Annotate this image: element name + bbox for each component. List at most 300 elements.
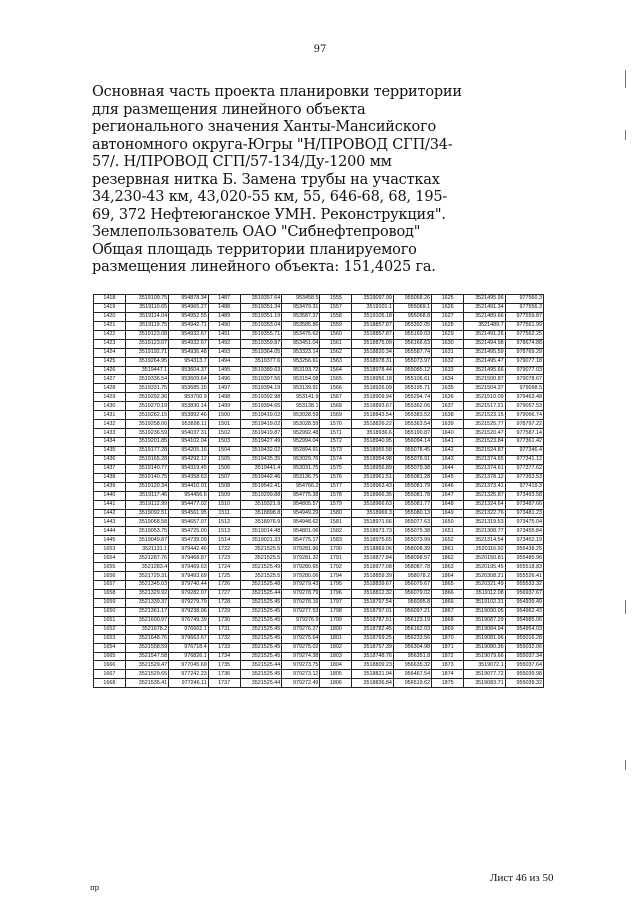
x-coordinate-cell: 3520308.21 bbox=[464, 572, 506, 581]
x-coordinate-cell: 3521648.76 bbox=[125, 634, 168, 643]
x-coordinate-cell: 3519177.28 bbox=[125, 446, 168, 455]
x-coordinate-cell: 3519359.87 bbox=[240, 339, 282, 348]
point-number-cell: 1632 bbox=[432, 357, 464, 366]
y-coordinate-cell: 958098.57 bbox=[393, 554, 431, 563]
point-number-cell: 1573 bbox=[320, 446, 352, 455]
point-number-cell: 1866 bbox=[432, 598, 464, 607]
y-coordinate-cell: 953685.15 bbox=[169, 384, 209, 393]
x-coordinate-cell: 3519123.08 bbox=[125, 330, 168, 339]
y-coordinate-cell: 953892.46 bbox=[169, 411, 209, 420]
y-coordinate-cell: 955362.06 bbox=[393, 402, 431, 411]
point-number-cell: 1723 bbox=[208, 554, 240, 563]
y-coordinate-cell: 955075.38 bbox=[393, 527, 431, 536]
y-coordinate-cell: 977045.69 bbox=[169, 661, 209, 670]
point-number-cell: 1735 bbox=[208, 661, 240, 670]
point-number-cell: 1574 bbox=[320, 455, 352, 464]
point-number-cell: 1567 bbox=[320, 393, 352, 402]
y-coordinate-cell: 955073.97 bbox=[393, 357, 431, 366]
y-coordinate-cell: 954801.06 bbox=[282, 527, 320, 536]
x-coordinate-cell: 3518909.94 bbox=[352, 393, 394, 402]
point-number-cell: 1654 bbox=[94, 643, 126, 652]
y-coordinate-cell: 955078.45 bbox=[393, 446, 431, 455]
table-row bbox=[94, 321, 544, 330]
x-coordinate-cell: 3518969.3 bbox=[352, 509, 394, 518]
x-coordinate-cell: 3521525.45 bbox=[240, 634, 282, 643]
y-coordinate-cell: 954962.43 bbox=[505, 607, 543, 616]
point-number-cell: 1499 bbox=[208, 402, 240, 411]
point-number-cell: 1501 bbox=[208, 420, 240, 429]
point-number-cell: 1440 bbox=[94, 491, 126, 500]
point-number-cell: 1732 bbox=[208, 634, 240, 643]
point-number-cell: 1631 bbox=[432, 348, 464, 357]
y-coordinate-cell: 955016.28 bbox=[505, 634, 543, 643]
y-coordinate-cell: 979442.46 bbox=[169, 545, 209, 554]
table-row bbox=[94, 500, 544, 509]
point-number-cell: 1500 bbox=[208, 411, 240, 420]
point-number-cell: 1666 bbox=[94, 661, 126, 670]
y-coordinate-cell: 956166.63 bbox=[393, 339, 431, 348]
y-coordinate-cell: 954477.02 bbox=[169, 500, 209, 509]
x-coordinate-cell: 3519014.48 bbox=[240, 527, 282, 536]
y-coordinate-cell: 977559.87 bbox=[505, 312, 543, 321]
point-number-cell: 1565 bbox=[320, 375, 352, 384]
point-number-cell: 1506 bbox=[208, 464, 240, 473]
point-number-cell: 1656 bbox=[94, 572, 126, 581]
x-coordinate-cell: 3521319.53 bbox=[464, 518, 506, 527]
y-coordinate-cell: 955438.25 bbox=[505, 545, 543, 554]
x-coordinate-cell: 3521374.61 bbox=[464, 464, 506, 473]
point-number-cell: 1427 bbox=[94, 375, 126, 384]
y-coordinate-cell: 953475.62 bbox=[282, 330, 320, 339]
table-row bbox=[94, 402, 544, 411]
x-coordinate-cell: 3519201.85 bbox=[125, 438, 168, 447]
point-number-cell: 1650 bbox=[94, 607, 126, 616]
y-coordinate-cell: 979280.65 bbox=[282, 563, 320, 572]
x-coordinate-cell: 3519377.6 bbox=[240, 357, 282, 366]
y-coordinate-cell: 977561.99 bbox=[505, 321, 543, 330]
y-coordinate-cell: 973493.58 bbox=[505, 491, 543, 500]
y-coordinate-cell: 979238.96 bbox=[169, 607, 209, 616]
y-coordinate-cell: 979281.32 bbox=[282, 554, 320, 563]
table-row bbox=[94, 375, 544, 384]
x-coordinate-cell: 3518812.32 bbox=[352, 589, 394, 598]
y-coordinate-cell: 954952.55 bbox=[169, 312, 209, 321]
x-coordinate-cell: 3519112.08 bbox=[464, 589, 506, 598]
y-coordinate-cell: 955169.03 bbox=[393, 330, 431, 339]
point-number-cell: 1439 bbox=[94, 482, 126, 491]
x-coordinate-cell: 3521283.4 bbox=[125, 563, 168, 572]
y-coordinate-cell: 955039.32 bbox=[505, 679, 543, 688]
x-coordinate-cell: 3518955.58 bbox=[352, 446, 394, 455]
y-coordinate-cell: 977556.3 bbox=[505, 303, 543, 312]
point-number-cell: 1580 bbox=[320, 509, 352, 518]
table-row bbox=[94, 652, 544, 661]
x-coordinate-cell: 3519097.99 bbox=[352, 295, 394, 304]
y-coordinate-cell: 955037.34 bbox=[505, 652, 543, 661]
x-coordinate-cell: 3518976.9 bbox=[240, 518, 282, 527]
x-coordinate-cell: 3518893.67 bbox=[352, 402, 394, 411]
y-coordinate-cell: 952894.91 bbox=[282, 446, 320, 455]
x-coordinate-cell: 3519053.75 bbox=[125, 527, 168, 536]
point-number-cell: 1433 bbox=[94, 429, 126, 438]
y-coordinate-cell: 973452.19 bbox=[505, 536, 543, 545]
table-row bbox=[94, 411, 544, 420]
y-coordinate-cell: 955106.61 bbox=[393, 375, 431, 384]
y-coordinate-cell: 954766.2 bbox=[282, 482, 320, 491]
point-number-cell: 1651 bbox=[432, 527, 464, 536]
y-coordinate-cell: 979663.67 bbox=[169, 634, 209, 643]
y-coordinate-cell: 956079.02 bbox=[393, 589, 431, 598]
x-coordinate-cell: 3521523.84 bbox=[464, 438, 506, 447]
y-coordinate-cell: 954932.67 bbox=[169, 339, 209, 348]
y-coordinate-cell: 954102.04 bbox=[169, 438, 209, 447]
y-coordinate-cell: 953898.11 bbox=[169, 420, 209, 429]
point-number-cell: 1806 bbox=[320, 679, 352, 688]
point-number-cell: 1568 bbox=[320, 402, 352, 411]
point-number-cell: 1648 bbox=[432, 500, 464, 509]
x-coordinate-cell: 3519080.36 bbox=[464, 643, 506, 652]
point-number-cell: 1657 bbox=[94, 581, 126, 590]
y-coordinate-cell: 954878.34 bbox=[169, 295, 209, 304]
point-number-cell: 1513 bbox=[208, 527, 240, 536]
y-coordinate-cell: 979278.79 bbox=[282, 589, 320, 598]
point-number-cell: 1650 bbox=[432, 518, 464, 527]
point-number-cell: 1495 bbox=[208, 366, 240, 375]
y-coordinate-cell: 979273.12 bbox=[282, 670, 320, 679]
x-coordinate-cell: 3521329.92 bbox=[125, 589, 168, 598]
x-coordinate-cell: 3519442.46 bbox=[240, 473, 282, 482]
x-coordinate-cell: 3518966.35 bbox=[352, 491, 394, 500]
y-coordinate-cell: 955078.91 bbox=[393, 455, 431, 464]
table-row bbox=[94, 482, 544, 491]
point-number-cell: 1442 bbox=[94, 509, 126, 518]
point-number-cell: 1582 bbox=[320, 527, 352, 536]
point-number-cell: 1441 bbox=[94, 500, 126, 509]
point-number-cell: 1432 bbox=[94, 420, 126, 429]
y-coordinate-cell: 955081.78 bbox=[393, 491, 431, 500]
x-coordinate-cell: 3518898.8 bbox=[240, 509, 282, 518]
y-coordinate-cell: 977562.25 bbox=[505, 330, 543, 339]
x-coordinate-cell: 3521525.44 bbox=[240, 661, 282, 670]
point-number-cell: 1733 bbox=[208, 643, 240, 652]
point-number-cell: 1434 bbox=[94, 438, 126, 447]
point-number-cell: 1422 bbox=[94, 330, 126, 339]
point-number-cell: 1560 bbox=[320, 330, 352, 339]
point-number-cell: 1643 bbox=[432, 455, 464, 464]
table-row bbox=[94, 625, 544, 634]
x-coordinate-cell: 3521525.45 bbox=[240, 670, 282, 679]
y-coordinate-cell: 954410.01 bbox=[169, 482, 209, 491]
x-coordinate-cell: 3519435.35 bbox=[240, 455, 282, 464]
point-number-cell: 1866 bbox=[432, 589, 464, 598]
y-coordinate-cell: 954985.06 bbox=[505, 616, 543, 625]
y-coordinate-cell: 979275.64 bbox=[282, 634, 320, 643]
y-coordinate-cell: 953256.61 bbox=[282, 357, 320, 366]
point-number-cell: 1730 bbox=[208, 616, 240, 625]
y-coordinate-cell: 954939.49 bbox=[505, 598, 543, 607]
y-coordinate-cell: 977242.23 bbox=[169, 670, 209, 679]
y-coordinate-cell: 977246.11 bbox=[169, 679, 209, 688]
point-number-cell: 1870 bbox=[432, 634, 464, 643]
point-number-cell: 1799 bbox=[320, 616, 352, 625]
x-coordinate-cell: 3519258.00 bbox=[125, 420, 168, 429]
point-number-cell: 1492 bbox=[208, 339, 240, 348]
corner-mark: пр bbox=[90, 884, 100, 892]
point-number-cell: 1627 bbox=[432, 312, 464, 321]
y-coordinate-cell: 953028.59 bbox=[282, 411, 320, 420]
x-coordinate-cell: 3521491.34 bbox=[464, 303, 506, 312]
y-coordinate-cell: 955079.38 bbox=[393, 464, 431, 473]
point-number-cell: 1555 bbox=[320, 295, 352, 304]
point-number-cell: 1863 bbox=[432, 563, 464, 572]
table-row bbox=[94, 509, 544, 518]
y-coordinate-cell: 979279.43 bbox=[282, 581, 320, 590]
table-row bbox=[94, 554, 544, 563]
table-row bbox=[94, 429, 544, 438]
title-line: Основная часть проекта планировки территории bbox=[92, 84, 462, 100]
point-number-cell: 1510 bbox=[208, 500, 240, 509]
y-coordinate-cell: 979077.03 bbox=[505, 366, 543, 375]
point-number-cell: 1728 bbox=[208, 598, 240, 607]
title-line: размещения линейного объекта: 151,4025 га. bbox=[92, 259, 436, 275]
x-coordinate-cell: 3519321.9 bbox=[240, 500, 282, 509]
x-coordinate-cell: 3519270.19 bbox=[125, 402, 168, 411]
y-coordinate-cell: 956233.56 bbox=[393, 634, 431, 643]
x-coordinate-cell: 3519090.05 bbox=[464, 607, 506, 616]
y-coordinate-cell: 953323.14 bbox=[282, 348, 320, 357]
y-coordinate-cell: 954739.09 bbox=[169, 536, 209, 545]
y-coordinate-cell: 955069.1 bbox=[393, 303, 431, 312]
table-row bbox=[94, 473, 544, 482]
point-number-cell: 1564 bbox=[320, 366, 352, 375]
x-coordinate-cell: 3518977.08 bbox=[352, 563, 394, 572]
table-row bbox=[94, 598, 544, 607]
point-number-cell: 1494 bbox=[208, 357, 240, 366]
document-title bbox=[92, 84, 462, 277]
point-number-cell: 1667 bbox=[94, 670, 126, 679]
y-coordinate-cell: 954942.71 bbox=[169, 321, 209, 330]
point-number-cell: 1503 bbox=[208, 438, 240, 447]
x-coordinate-cell: 3519101.1 bbox=[352, 303, 394, 312]
x-coordinate-cell: 3518857.87 bbox=[352, 330, 394, 339]
y-coordinate-cell: 953585.86 bbox=[282, 321, 320, 330]
x-coordinate-cell: 3521287.76 bbox=[125, 554, 168, 563]
table-row bbox=[94, 518, 544, 527]
x-coordinate-cell: 3521495.47 bbox=[464, 357, 506, 366]
point-number-cell: 1424 bbox=[94, 348, 126, 357]
title-line: Общая площадь территории планируемого bbox=[92, 241, 417, 258]
point-number-cell: 1571 bbox=[320, 429, 352, 438]
y-coordinate-cell: 977341.12 bbox=[505, 455, 543, 464]
y-coordinate-cell: 979463.48 bbox=[505, 393, 543, 402]
y-coordinate-cell: 979280.06 bbox=[282, 572, 320, 581]
scan-edge-mark bbox=[625, 760, 626, 770]
point-number-cell: 1658 bbox=[94, 589, 126, 598]
x-coordinate-cell: 3519542.41 bbox=[240, 482, 282, 491]
point-number-cell: 1644 bbox=[432, 464, 464, 473]
x-coordinate-cell: 3518978.44 bbox=[352, 366, 394, 375]
x-coordinate-cell: 3519105.18 bbox=[352, 312, 394, 321]
table-row bbox=[94, 563, 544, 572]
point-number-cell: 1861 bbox=[432, 545, 464, 554]
point-number-cell: 1646 bbox=[432, 482, 464, 491]
title-line: 34,230-43 км, 43,020-55 км, 55, 646-68, 68, 195- bbox=[92, 189, 448, 205]
point-number-cell: 1652 bbox=[432, 536, 464, 545]
x-coordinate-cell: 3519392.98 bbox=[240, 393, 282, 402]
point-number-cell: 1502 bbox=[208, 429, 240, 438]
table-row bbox=[94, 357, 544, 366]
point-number-cell: 1637 bbox=[432, 402, 464, 411]
y-coordinate-cell: 955081.28 bbox=[393, 473, 431, 482]
point-number-cell: 1795 bbox=[320, 581, 352, 590]
x-coordinate-cell: 3521520.47 bbox=[464, 429, 506, 438]
table-row bbox=[94, 393, 544, 402]
x-coordinate-cell: 3521517.21 bbox=[464, 402, 506, 411]
table-row bbox=[94, 312, 544, 321]
y-coordinate-cell: 954805.57 bbox=[282, 500, 320, 509]
point-number-cell: 1511 bbox=[208, 509, 240, 518]
y-coordinate-cell: 979276.27 bbox=[282, 625, 320, 634]
point-number-cell: 1489 bbox=[208, 312, 240, 321]
point-number-cell: 1575 bbox=[320, 464, 352, 473]
x-coordinate-cell: 3521529.65 bbox=[125, 670, 168, 679]
table-row bbox=[94, 589, 544, 598]
point-number-cell: 1577 bbox=[320, 482, 352, 491]
y-coordinate-cell: 954358.63 bbox=[169, 473, 209, 482]
point-number-cell: 1497 bbox=[208, 384, 240, 393]
x-coordinate-cell: 3518797.01 bbox=[352, 607, 394, 616]
x-coordinate-cell: 3521373.41 bbox=[464, 482, 506, 491]
y-coordinate-cell: 979740.44 bbox=[169, 581, 209, 590]
point-number-cell: 1873 bbox=[432, 661, 464, 670]
x-coordinate-cell: 3519264.95 bbox=[125, 357, 168, 366]
x-coordinate-cell: 3519364.05 bbox=[240, 348, 282, 357]
point-number-cell: 1559 bbox=[320, 321, 352, 330]
point-number-cell: 1557 bbox=[320, 303, 352, 312]
y-coordinate-cell: 952994.04 bbox=[282, 438, 320, 447]
x-coordinate-cell: 3521525.44 bbox=[240, 589, 282, 598]
x-coordinate-cell: 3521525.44 bbox=[240, 679, 282, 688]
point-number-cell: 1431 bbox=[94, 411, 126, 420]
x-coordinate-cell: 3519092.51 bbox=[125, 509, 168, 518]
point-number-cell: 1867 bbox=[432, 607, 464, 616]
x-coordinate-cell: 3519192.71 bbox=[125, 348, 168, 357]
y-coordinate-cell: 979281.96 bbox=[282, 545, 320, 554]
x-coordinate-cell: 3519077.72 bbox=[464, 670, 506, 679]
x-coordinate-cell: 3518875.09 bbox=[352, 339, 394, 348]
y-coordinate-cell: 954936.48 bbox=[169, 348, 209, 357]
point-number-cell: 1725 bbox=[208, 572, 240, 581]
y-coordinate-cell: 953136.75 bbox=[282, 473, 320, 482]
y-coordinate-cell: 955383.52 bbox=[393, 411, 431, 420]
y-coordinate-cell: 954319.45 bbox=[169, 464, 209, 473]
x-coordinate-cell: 3519236.59 bbox=[125, 429, 168, 438]
table-row bbox=[94, 661, 544, 670]
point-number-cell: 1647 bbox=[432, 491, 464, 500]
point-number-cell: 1487 bbox=[208, 295, 240, 304]
y-coordinate-cell: 955363.54 bbox=[393, 420, 431, 429]
point-number-cell: 1507 bbox=[208, 473, 240, 482]
x-coordinate-cell: 3521524.87 bbox=[464, 446, 506, 455]
point-number-cell: 1653 bbox=[94, 545, 126, 554]
y-coordinate-cell: 954965.27 bbox=[169, 303, 209, 312]
y-coordinate-cell: 955073.99 bbox=[393, 536, 431, 545]
point-number-cell: 1875 bbox=[432, 679, 464, 688]
point-number-cell: 1562 bbox=[320, 348, 352, 357]
table-row bbox=[94, 330, 544, 339]
x-coordinate-cell: 3519447.1 bbox=[125, 366, 168, 375]
y-coordinate-cell: 953830.14 bbox=[169, 402, 209, 411]
point-number-cell: 1652 bbox=[94, 625, 126, 634]
point-number-cell: 1493 bbox=[208, 348, 240, 357]
x-coordinate-cell: 3518826.22 bbox=[352, 420, 394, 429]
y-coordinate-cell: 979278.16 bbox=[282, 598, 320, 607]
table-row bbox=[94, 446, 544, 455]
point-number-cell: 1634 bbox=[432, 375, 464, 384]
x-coordinate-cell: 3518797.54 bbox=[352, 598, 394, 607]
table-row bbox=[94, 464, 544, 473]
point-number-cell: 1792 bbox=[320, 563, 352, 572]
x-coordinate-cell: 3518973.73 bbox=[352, 527, 394, 536]
x-coordinate-cell: 3519351.19 bbox=[240, 312, 282, 321]
x-coordinate-cell: 3521495.66 bbox=[464, 366, 506, 375]
x-coordinate-cell: 3519083.71 bbox=[464, 679, 506, 688]
point-number-cell: 1724 bbox=[208, 563, 240, 572]
x-coordinate-cell: 3519351.34 bbox=[240, 303, 282, 312]
table-row bbox=[94, 545, 544, 554]
point-number-cell: 1570 bbox=[320, 420, 352, 429]
y-coordinate-cell: 979493.69 bbox=[169, 572, 209, 581]
y-coordinate-cell: 955526.41 bbox=[505, 572, 543, 581]
table-row bbox=[94, 438, 544, 447]
x-coordinate-cell: 3518961.51 bbox=[352, 473, 394, 482]
x-coordinate-cell: 3521495.96 bbox=[464, 295, 506, 304]
y-coordinate-cell: 956351.8 bbox=[393, 652, 431, 661]
point-number-cell: 1668 bbox=[94, 679, 126, 688]
point-number-cell: 1737 bbox=[208, 679, 240, 688]
x-coordinate-cell: 3519140.75 bbox=[125, 473, 168, 482]
y-coordinate-cell: 956635.32 bbox=[393, 661, 431, 670]
point-number-cell: 1731 bbox=[208, 625, 240, 634]
y-coordinate-cell: 955080.13 bbox=[393, 509, 431, 518]
point-number-cell: 1563 bbox=[320, 357, 352, 366]
x-coordinate-cell: 3518757.39 bbox=[352, 643, 394, 652]
y-coordinate-cell: 954725.00 bbox=[169, 527, 209, 536]
y-coordinate-cell: 953193.72 bbox=[282, 366, 320, 375]
x-coordinate-cell: 3519419.02 bbox=[240, 411, 282, 420]
title-line: Землепользователь ОАО "Сибнефтепровод" bbox=[92, 224, 421, 240]
y-coordinate-cell: 954205.16 bbox=[169, 446, 209, 455]
y-coordinate-cell: 958008.39 bbox=[393, 545, 431, 554]
y-coordinate-cell: 956123.19 bbox=[393, 616, 431, 625]
y-coordinate-cell: 956467.54 bbox=[393, 670, 431, 679]
table-row bbox=[94, 420, 544, 429]
x-coordinate-cell: 3518954.98 bbox=[352, 455, 394, 464]
x-coordinate-cell: 3519419.87 bbox=[240, 429, 282, 438]
point-number-cell: 1649 bbox=[432, 509, 464, 518]
point-number-cell: 1869 bbox=[432, 625, 464, 634]
x-coordinate-cell: 3521494.98 bbox=[464, 339, 506, 348]
x-coordinate-cell: 3519123.07 bbox=[125, 339, 168, 348]
x-coordinate-cell: 3519084.94 bbox=[464, 625, 506, 634]
x-coordinate-cell: 3519292.36 bbox=[125, 393, 168, 402]
y-coordinate-cell: 953479.31 bbox=[282, 303, 320, 312]
y-coordinate-cell: 976826.1 bbox=[169, 652, 209, 661]
point-number-cell: 1438 bbox=[94, 473, 126, 482]
x-coordinate-cell: 3518820.34 bbox=[352, 348, 394, 357]
y-coordinate-cell: 955081.77 bbox=[393, 500, 431, 509]
point-number-cell: 1871 bbox=[432, 643, 464, 652]
